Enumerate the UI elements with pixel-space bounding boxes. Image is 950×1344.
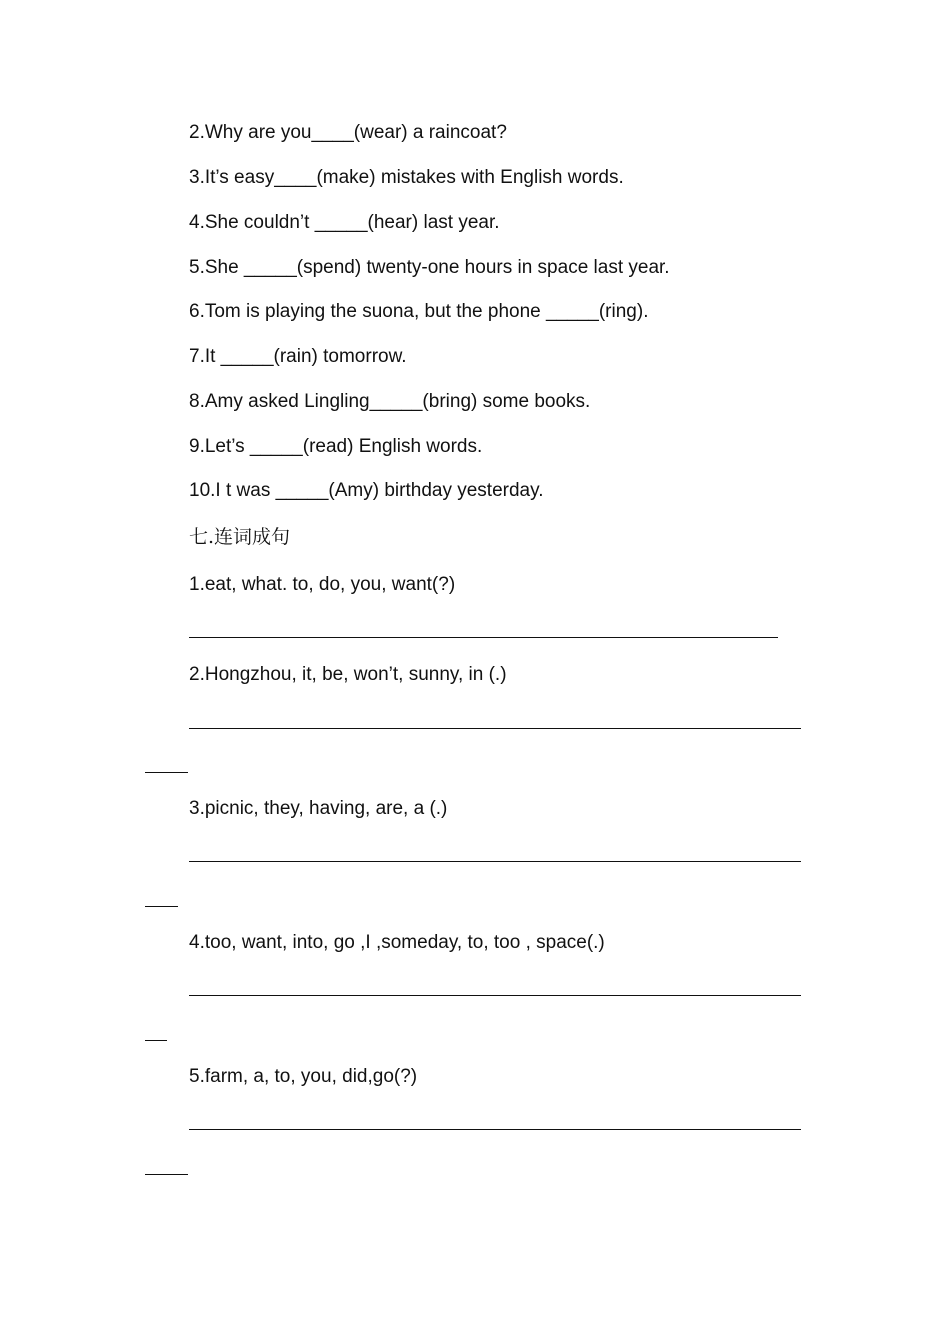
fill-in-item-2: 2.Why are you____(wear) a raincoat? <box>189 122 507 143</box>
answer-line-5-continued <box>145 1174 188 1175</box>
answer-line-2-continued <box>145 772 188 773</box>
fill-in-item-7: 7.It _____(rain) tomorrow. <box>189 346 407 367</box>
fill-in-item-10: 10.I t was _____(Amy) birthday yesterday. <box>189 480 544 501</box>
word-order-item-2: 2.Hongzhou, it, be, won’t, sunny, in (.) <box>189 664 507 685</box>
fill-in-item-4: 4.She couldn’t _____(hear) last year. <box>189 212 500 233</box>
fill-in-item-3: 3.It’s easy____(make) mistakes with English words. <box>189 167 624 188</box>
answer-line-4-continued <box>145 1040 167 1041</box>
section-heading: 七.连词成句 <box>189 526 291 548</box>
answer-line-2[interactable] <box>189 728 801 729</box>
fill-in-item-8: 8.Amy asked Lingling_____(bring) some books. <box>189 391 591 412</box>
word-order-item-4: 4.too, want, into, go ,I ,someday, to, too , space(.) <box>189 932 605 953</box>
word-order-item-3: 3.picnic, they, having, are, a (.) <box>189 798 448 819</box>
answer-line-3-continued <box>145 906 178 907</box>
word-order-item-1: 1.eat, what. to, do, you, want(?) <box>189 574 456 595</box>
answer-line-5[interactable] <box>189 1129 801 1130</box>
fill-in-item-9: 9.Let’s _____(read) English words. <box>189 436 483 457</box>
answer-line-4[interactable] <box>189 995 801 996</box>
fill-in-item-6: 6.Tom is playing the suona, but the phone _____(ring). <box>189 301 649 322</box>
word-order-item-5: 5.farm, a, to, you, did,go(?) <box>189 1066 418 1087</box>
answer-line-1[interactable] <box>189 637 778 638</box>
fill-in-item-5: 5.She _____(spend) twenty-one hours in space last year. <box>189 257 670 278</box>
answer-line-3[interactable] <box>189 861 801 862</box>
